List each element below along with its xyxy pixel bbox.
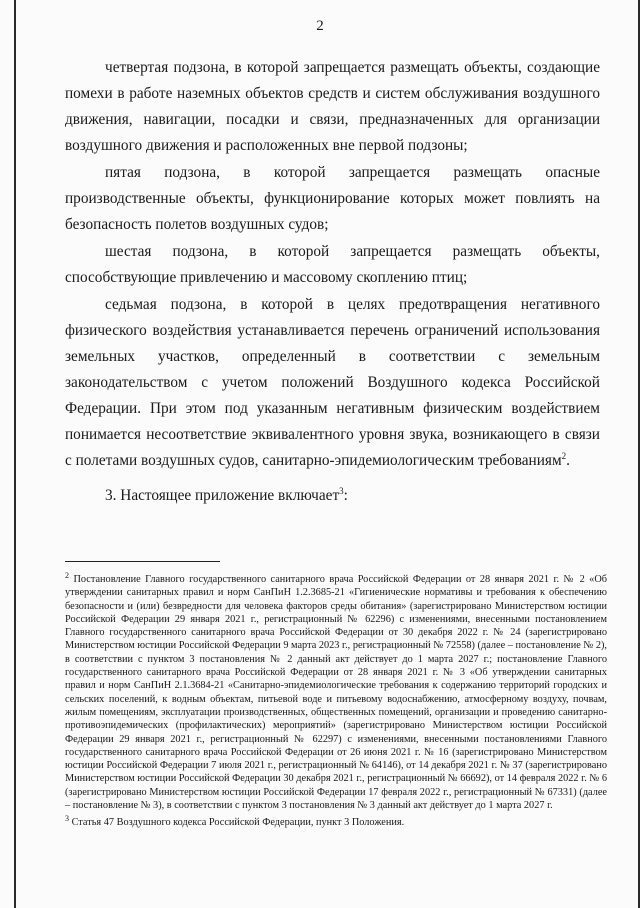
footnote-2-text: Постановление Главного государственного санитарного врача Российской Федерации от 28 января 2021 г. № 2 «Об утверждении санитарных правил и норм СанПиН 1.2.3685-21 «Гигиенические нормативы и требования к обеспечению безопасности и (или) безвредности для человека факторов среды обитания» (зарегистрировано Министерством юстиции Российской Федерации 29 января 2021 г., регистрационный № 62296) с изменениями, внесенными постановлением Главного государственного санитарного врача Российской Федерации от 30 декабря 2022 г. № 24 (зарегистрировано Министерством юстиции Российской Федерации 9 марта 2023 г., регистрационный № 72558) (далее – постановление № 2), в соответствии с пунктом 3 постановления № 2 данный акт действует до 1 марта 2027 г.; постановление Главного государственного санитарного врача Российской Федерации от 28 января 2021 г. № 3 «Об утверждении санитарных правил и норм СанПиН 2.1.3684-21 «Санитарно-эпидемиологические требования к содержанию территорий городских и сельских поселений, к водным объектам, питьевой воде и питьевому водоснабжению, атмосферному воздуху, почвам, жилым помещениям, эксплуатации производственных, общественных помещений, организации и проведению санитарно-противоэпидемических (профилактических) мероприятий» (зарегистрировано Министерством юстиции Российской Федерации 29 января 2021 г., регистрационный № 62297) с изменениями, внесенными постановлениями Главного государственного санитарного врача Российской Федерации от 26 июня 2021 г. № 16 (зарегистрировано Министерством юстиции Российской Федерации 7 июля 2021 г., регистрационный № 64146), от 14 декабря 2021 г. № 37 (зарегистрировано Министерством юстиции Российской Федерации 30 декабря 2021 г., регистрационный № 66692), от 14 февраля 2022 г. № 6 (зарегистрировано Министерством юстиции Российской Федерации 17 февраля 2022 г., регистрационный № 67331) (далее – постановление № 3), в соответствии с пунктом 3 постановления № 3 данный акт действует до 1 марта 2027 г. <box>65 574 607 812</box>
paragraph-subzone-7: седьмая подзона, в которой в целях предотвращения негативного физического воздействия устанавливается перечень ограничений использования земельных участков, определенный в соответствии с земельным законодательством с учетом положений Воздушного кодекса Российской Федерации. При этом под указанным негативным физическим воздействием понимается несоответствие эквивалентного уровня звука, возникающего в связи с полетами воздушных судов, санитарно-эпидемиологическим требованиям$^2$. <box>65 296 600 469</box>
appendix-colon: : <box>343 487 348 504</box>
paragraph-subzone-7-text: седьмая подзона, в которой в целях предотвращения негативного физического воздействия устанавливается перечень ограничений использования земельных участков, определенный в соответствии с земельным законодательством с учетом положений Воздушного кодекса Российской Федерации. При этом под указанным негативным физическим воздействием понимается несоответствие эквивалентного уровня звука, возникающего в связи с полетами воздушных судов, санитарно-эпидемиологическим требованиям <box>65 296 600 469</box>
footnote-2-mark: 2 <box>65 571 69 580</box>
scan-edge-left <box>14 0 16 908</box>
footnote-separator <box>65 561 220 562</box>
footnote-ref-3: 3 <box>339 486 344 496</box>
footnotes <box>65 573 607 830</box>
paragraph-appendix-text: 3. Настоящее приложение включает <box>105 487 340 504</box>
footnote-3-text: Статья 47 Воздушного кодекса Российской Федерации, пункт 3 Положения. <box>71 817 405 829</box>
footnote-3-mark: 3 <box>65 814 69 824</box>
page-number: 2 <box>316 18 324 34</box>
paragraph-subzone-4: четвертая подзона, в которой запрещается размещать объекты, создающие помехи в работе наземных объектов средств и систем обслуживания воздушного движения, навигации, посадки и связи, предназначенных для организации воздушного движения и расположенных вне первой подзоны; <box>65 59 600 154</box>
paragraph-subzone-5: пятая подзона, в которой запрещается размещать опасные производственные объекты, функционирование которых может повлиять на безопасность полетов воздушных судов; <box>65 164 600 233</box>
footnote-2 <box>65 573 607 812</box>
footnote-ref-2: 2 <box>561 451 567 461</box>
paragraph-subzone-6: шестая подзона, в которой запрещается размещать объекты, способствующие привлечению и массовому скоплению птиц; <box>65 243 600 286</box>
paragraph-appendix-includes <box>65 483 600 509</box>
footnote-3 <box>65 816 607 829</box>
main-text <box>65 55 600 509</box>
